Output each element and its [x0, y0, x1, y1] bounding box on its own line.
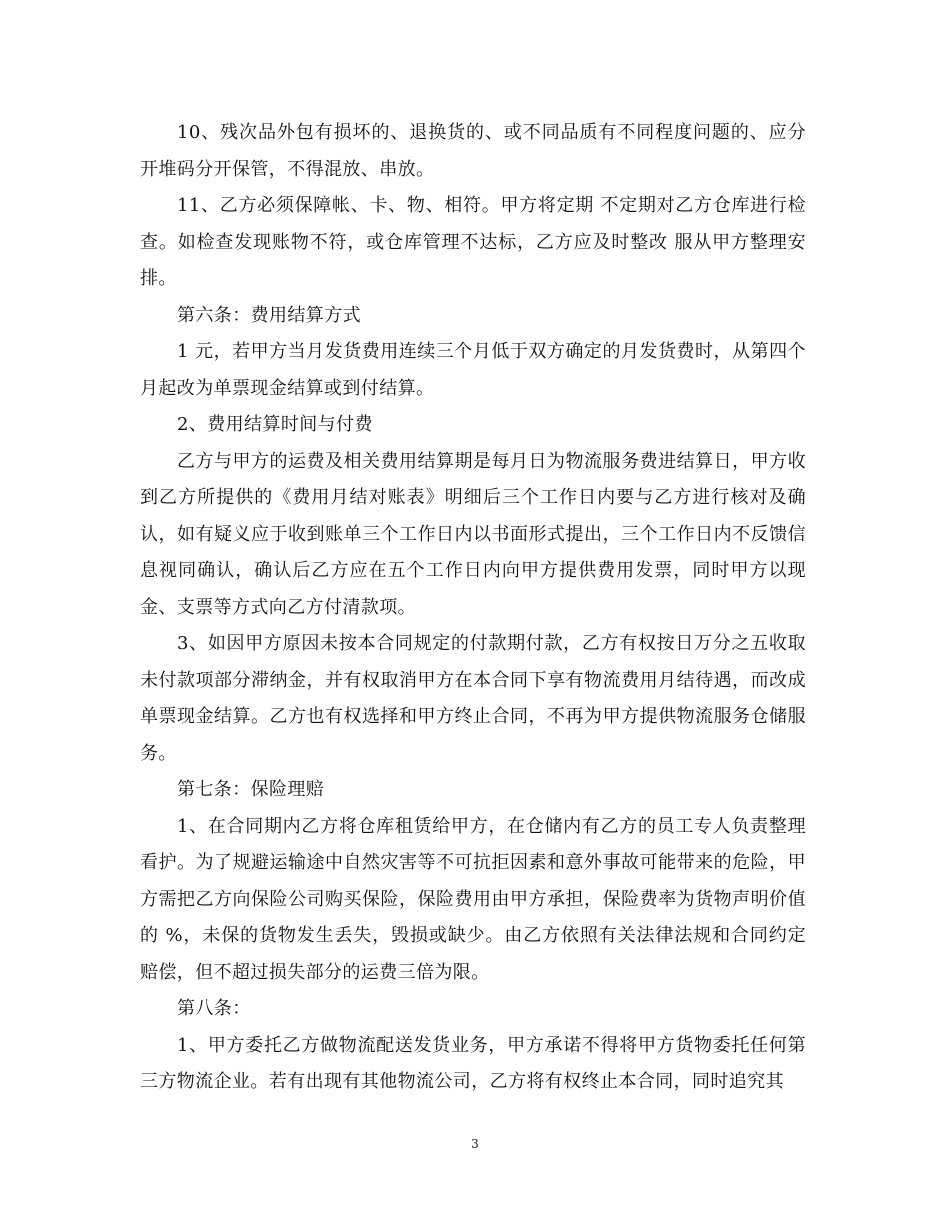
document-body	[140, 115, 806, 1101]
section-heading-article-6: 第六条：费用结算方式	[177, 304, 361, 326]
section-heading-article-7: 第七条：保险理赔	[177, 779, 325, 800]
paragraph-insurance-item-1: 1、在合同期内乙方将仓库租赁给甲方，在仓储内有乙方的员工专人负责整理看护。为了规避运输途中自然灾害等不可抗拒因素和意外事故可能带来的危险，甲方需把乙方向保险公司购买保险，保险费用由甲方承担，保险费率为货物声明价值的 %，未保的货物发生丢失，毁损或缺少。由乙方依照有关法律法规和合同约定赔偿，但不超过损失部分的运费三倍为限。	[140, 815, 806, 983]
paragraph-item-1: 1 元，若甲方当月发货费用连续三个月低于双方确定的月发货费时，从第四个月起改为单票现金结算或到付结算。	[140, 341, 806, 399]
paragraph-item-10: 10、残次品外包有损坏的、退换货的、或不同品质有不同程度问题的、应分开堆码分开保管，不得混放、串放。	[140, 122, 806, 180]
section-heading-article-8: 第八条：	[177, 998, 251, 1019]
paragraph-item-3: 3、如因甲方原因未按本合同规定的付款期付款，乙方有权按日万分之五收取未付款项部分滞纳金，并有权取消甲方在本合同下享有物流费用月结待遇，而改成单票现金结算。乙方也有权选择和甲方终止合同，不再为甲方提供物流服务仓储服务。	[140, 633, 806, 764]
paragraph-settlement-terms: 乙方与甲方的运费及相关费用结算期是每月日为物流服务费进结算日，甲方收到乙方所提供的《费用月结对账表》明细后三个工作日内要与乙方进行核对及确认，如有疑义应于收到账单三个工作日内以书面形式提出，三个工作日内不反馈信息视同确认，确认后乙方应在五个工作日内向甲方提供费用发票，同时甲方以现金、支票等方式向乙方付清款项。	[140, 450, 806, 618]
paragraph-item-2: 2、费用结算时间与付费	[177, 414, 373, 435]
paragraph-item-11: 11、乙方必须保障帐、卡、物、相符。甲方将定期 不定期对乙方仓库进行检查。如检查发现账物不符，或仓库管理不达标，乙方应及时整改 服从甲方整理安排。	[140, 195, 806, 289]
paragraph-article-8-item-1: 1、甲方委托乙方做物流配送发货业务，甲方承诺不得将甲方货物委托任何第三方物流企业。若有出现有其他物流公司，乙方将有权终止本合同，同时追究其	[140, 1034, 806, 1092]
page-number: 3	[471, 1137, 479, 1151]
